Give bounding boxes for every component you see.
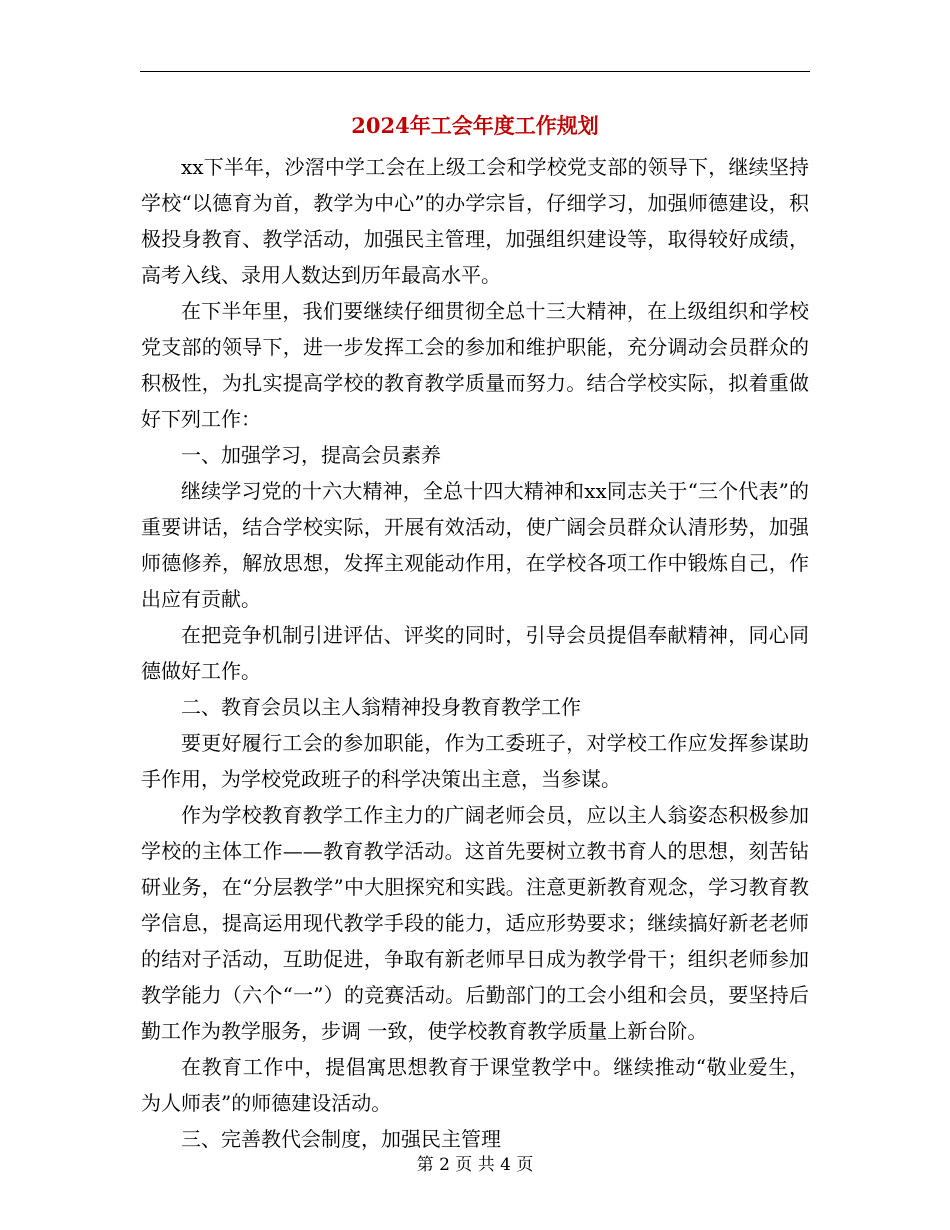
page-footer: 第 2 页 共 4 页 xyxy=(416,1155,534,1175)
paragraph-moral-education: 在教育工作中，提倡寓思想教育于课堂教学中。继续推动“敬业爱生，为人师表”的师德建设活动。 xyxy=(141,1055,809,1115)
section-heading-2: 二、教育会员以主人翁精神投身教育教学工作 xyxy=(181,695,581,719)
document-title: 2024年工会年度工作规划 xyxy=(351,113,599,138)
document-body xyxy=(141,149,809,1157)
paragraph-plan: 在下半年里，我们要继续仔细贯彻全总十三大精神，在上级组织和学校党支部的领导下，进一步发挥工会的参加和维护职能，充分调动会员群众的积极性，为扎实提高学校的教育教学质量而努力。结合学校实际，拟着重做好下列工作： xyxy=(141,299,809,431)
paragraph-participation: 要更好履行工会的参加职能，作为工委班子，对学校工作应发挥参谋助手作用，为学校党政班子的科学决策出主意，当参谋。 xyxy=(141,731,809,791)
paragraph-intro: xx下半年，沙滘中学工会在上级工会和学校党支部的领导下，继续坚持学校“以德育为首，教学为中心”的办学宗旨，仔细学习，加强师德建设，积极投身教育、教学活动，加强民主管理，加强组织建设等，取得较好成绩，高考入线、录用人数达到历年最高水平。 xyxy=(141,155,809,287)
paragraph-study: 继续学习党的十六大精神，全总十四大精神和xx同志关于“三个代表”的重要讲话，结合学校实际，开展有效活动，使广阔会员群众认清形势，加强师德修养，解放思想，发挥主观能动作用，在学校各项工作中锻炼自己，作出应有贡献。 xyxy=(141,479,809,611)
section-heading-3: 三、完善教代会制度，加强民主管理 xyxy=(181,1127,501,1151)
paragraph-competition: 在把竞争机制引进评估、评奖的同时，引导会员提倡奉献精神，同心同德做好工作。 xyxy=(141,623,809,683)
section-heading-1: 一、加强学习，提高会员素养 xyxy=(181,443,441,467)
paragraph-teachers: 作为学校教育教学工作主力的广阔老师会员，应以主人翁姿态积极参加学校的主体工作——教育教学活动。这首先要树立教书育人的思想，刻苦钻研业务，在“分层教学”中大胆探究和实践。注意更新教育观念，学习教育教学信息，提高运用现代教学手段的能力，适应形势要求；继续搞好新老老师的结对子活动，互助促进，争取有新老师早日成为教学骨干；组织老师参加教学能力（六个“一”）的竞赛活动。后勤部门的工会小组和会员，要坚持后勤工作为教学服务，步调 一致，使学校教育教学质量上新台阶。 xyxy=(141,803,809,1043)
header-rule xyxy=(140,71,810,72)
